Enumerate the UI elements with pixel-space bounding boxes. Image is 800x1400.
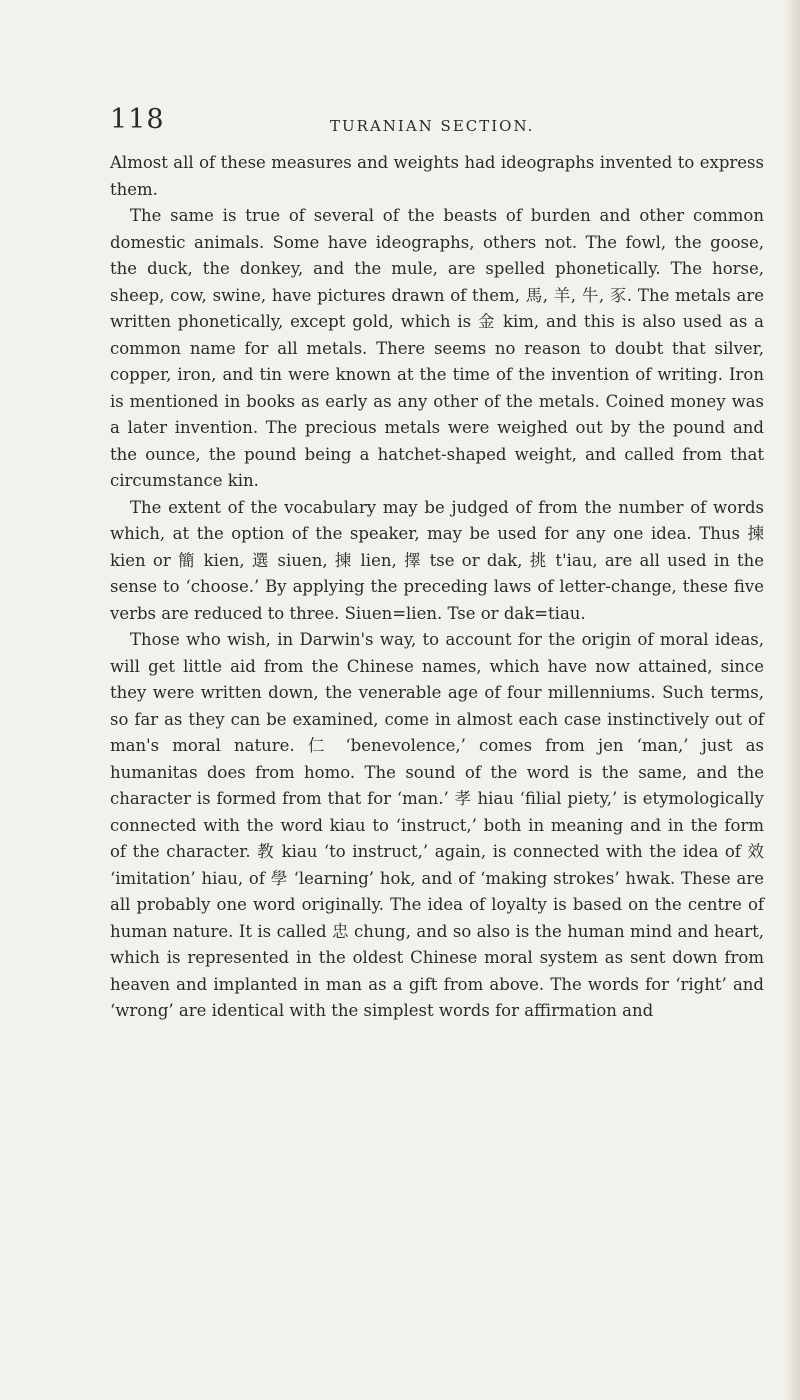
paragraph-3: The extent of the vocabulary may be judged of from the number of words which, at the option of the speaker, may be used for any one idea. Thus 揀 kien or 簡 kien, 選 siuen, 揀 lien, 擇 tse or dak, 挑 t'iau, are all used in the sense to ‘choose.’ By applying the preceding laws of letter-change, these five verbs are reduced to three. Siuen=lien. Tse or dak=tiau. <box>110 497 764 623</box>
paragraph-1: Almost all of these measures and weights had ideographs invented to express them. <box>110 153 764 199</box>
running-title: TURANIAN SECTION. <box>330 117 535 135</box>
page-number: 118 <box>110 104 165 135</box>
paragraph-4: Those who wish, in Darwin's way, to account for the origin of moral ideas, will get little aid from the Chinese names, which have now attained, since they were written down, the venerable age of four millenniums. Such terms, so far as they can be examined, come in almost each case instinctively out of man's moral nature. 仁 ‘benevolence,’ comes from jen ‘man,’ just as humanitas does from homo. The sound of the word is the same, and the character is formed from that for ‘man.’ 孝 hiau ‘filial piety,’ is etymologically connected with the word kiau to ‘instruct,’ both in meaning and in the form of the character. 教 kiau ‘to instruct,’ again, is connected with the idea of 效 ‘imitation’ hiau, of 學 ‘learning’ hok, and of ‘making strokes’ hwak. These are all probably one word originally. The idea of loyalty is based on the centre of human nature. It is called 忠 chung, and so also is the human mind and heart, which is represented in the oldest Chinese moral system as sent down from heaven and implanted in man as a gift from above. The words for ‘right’ and ‘wrong’ are identical with the simplest words for affirmation and <box>110 630 764 1020</box>
body-text <box>110 150 764 1025</box>
paragraph-2: The same is true of several of the beasts of burden and other common domestic animals. Some have ideographs, others not. The fowl, the goose, the duck, the donkey, and the mule, are spelled phonetically. The horse, sheep, cow, swine, have pictures drawn of them, 馬, 羊, 牛, 豕. The metals are written phonetically, except gold, which is 金 kim, and this is also used as a common name for all metals. There seems no reason to doubt that silver, copper, iron, and tin were known at the time of the invention of writing. Iron is mentioned in books as early as any other of the metals. Coined money was a later invention. The precious metals were weighed out by the pound and the ounce, the pound being a hatchet-shaped weight, and called from that circumstance kin. <box>110 206 764 490</box>
page-edge-shadow <box>784 0 800 1400</box>
